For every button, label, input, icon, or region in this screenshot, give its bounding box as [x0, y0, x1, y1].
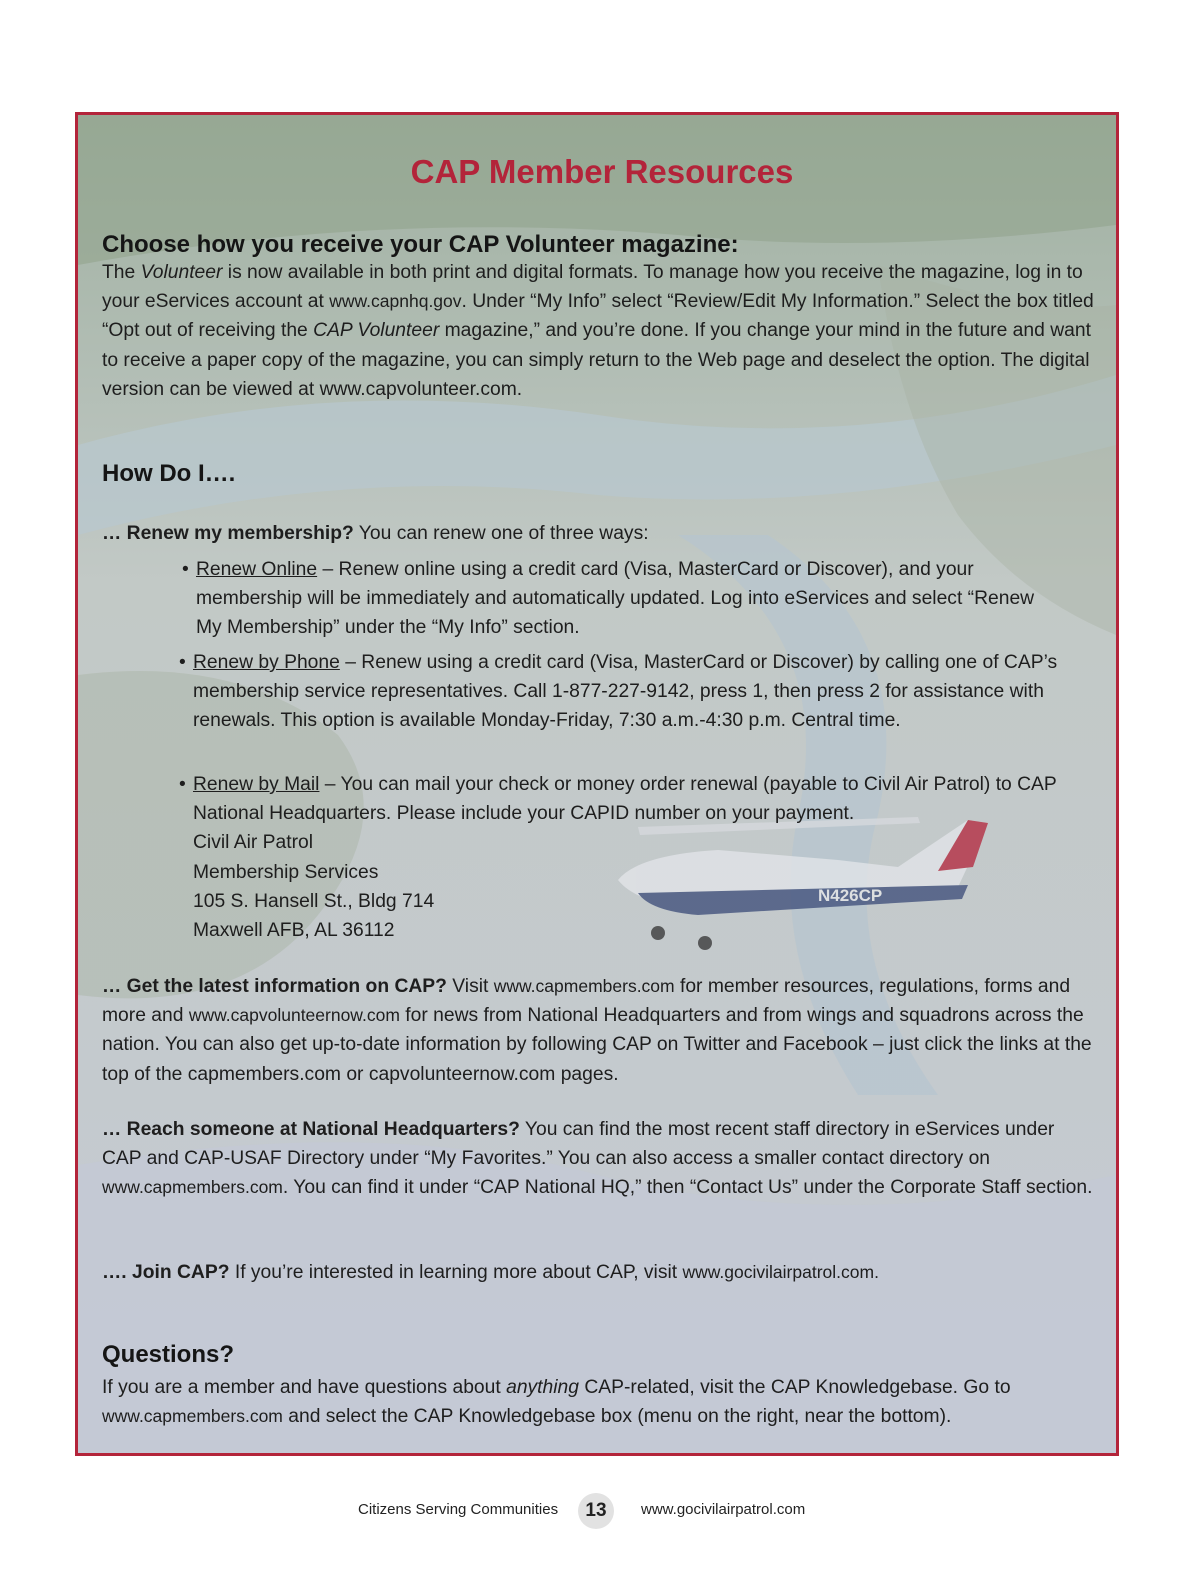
info-paragraph: … Get the latest information on CAP? Visit www.capmembers.com for member resources, regulations, forms and more and www.capvolunteernow.com for news from National Headquarters and from wings and squadrons across the nation. You can also get up-to-date information by following CAP on Twitter and Facebook – just click the links at the top of the capmembers.com or capvolunteernow.com pages.	[102, 976, 1092, 1085]
how-do-i-heading: How Do I….	[102, 460, 236, 487]
join-paragraph: …. Join CAP? If you’re interested in learning more about CAP, visit www.gocivilairpatrol.com.	[102, 1262, 879, 1283]
resources-panel	[75, 112, 1119, 1456]
gocivilairpatrol-link[interactable]: www.gocivilairpatrol.com.	[682, 1262, 879, 1282]
footer-tagline: Citizens Serving Communities	[358, 1501, 559, 1518]
questions-heading: Questions?	[102, 1341, 235, 1368]
address-line-3: 105 S. Hansell St., Bldg 714	[193, 890, 435, 912]
address-line-1: Civil Air Patrol	[193, 832, 313, 854]
address-line-2: Membership Services	[193, 861, 379, 883]
magazine-paragraph: The Volunteer is now available in both print and digital formats. To manage how you receive the magazine, log in to your eServices account at www.capnhq.gov. Under “My Info” select “Review/Edit My Information.” Select the box titled “Opt out of receiving the CAP Volunteer magazine,” and you’re done. If you change your mind in the future and want to receive a paper copy of the magazine, you can simply return to the Web page and deselect the option. The digital version can be viewed at www.capvolunteer.com.	[102, 262, 1094, 400]
reach-paragraph: … Reach someone at National Headquarters? You can find the most recent staff directory in eServices under CAP and CAP-USAF Directory under “My Favorites.” You can also access a smaller contact directory on www.capmembers.com. You can find it under “CAP National HQ,” then “Contact Us” under the Corporate Staff section.	[102, 1119, 1093, 1199]
address-line-4: Maxwell AFB, AL 36112	[193, 920, 395, 942]
bullet-icon: •	[179, 774, 186, 795]
capmembers-link[interactable]: www.capmembers.com	[102, 1406, 283, 1427]
magazine-heading: Choose how you receive your CAP Volunteer magazine:	[102, 231, 739, 258]
page-number: 13	[578, 1493, 614, 1529]
renew-mail-label: Renew by Mail	[193, 774, 320, 795]
questions-paragraph: If you are a member and have questions about anything CAP-related, visit the CAP Knowledgebase. Go to www.capmembers.com and select the CAP Knowledgebase box (menu on the right, near the bottom).	[102, 1377, 1011, 1428]
capvolunteernow-link[interactable]: www.capvolunteernow.com	[188, 1005, 400, 1026]
renew-phone-label: Renew by Phone	[193, 652, 340, 673]
bullet-icon: •	[179, 652, 186, 673]
capnhq-link[interactable]: www.capnhq.gov	[329, 291, 462, 312]
renew-phone-item: • Renew by Phone – Renew using a credit card (Visa, MasterCard or Discover) by calling one of CAP’s membership service representatives. Call 1-877-227-9142, press 1, then press 2 for assistance with renewals. This option is available Monday-Friday, 7:30 a.m.-4:30 p.m. Central time.	[193, 648, 1073, 736]
page-title: CAP Member Resources	[410, 153, 794, 190]
footer-url[interactable]: www.gocivilairpatrol.com	[641, 1501, 806, 1518]
capmembers-link[interactable]: www.capmembers.com	[493, 976, 675, 996]
bullet-icon: •	[182, 559, 189, 580]
renew-online-label: Renew Online	[196, 559, 318, 580]
page-footer	[0, 1497, 1200, 1527]
svg-text:N426CP: N426CP	[818, 886, 883, 905]
renew-mail-item: • Renew by Mail – You can mail your check or money order renewal (payable to Civil Air Patrol) to CAP National Headquarters. Please include your CAPID number on your payment. Civil Air Patrol Membership Services 105 S. Hansell St., Bldg 714 Maxwell AFB, AL 36112	[193, 770, 1073, 945]
renew-question: … Renew my membership? You can renew one of three ways:	[102, 523, 649, 544]
renew-online-item: • Renew Online – Renew online using a credit card (Visa, MasterCard or Discover), and your membership will be immediately and automatically updated. Log into eServices and select “Renew My Membership” under the “My Info” section.	[196, 555, 1036, 643]
capmembers-link[interactable]: www.capmembers.com	[102, 1177, 283, 1198]
